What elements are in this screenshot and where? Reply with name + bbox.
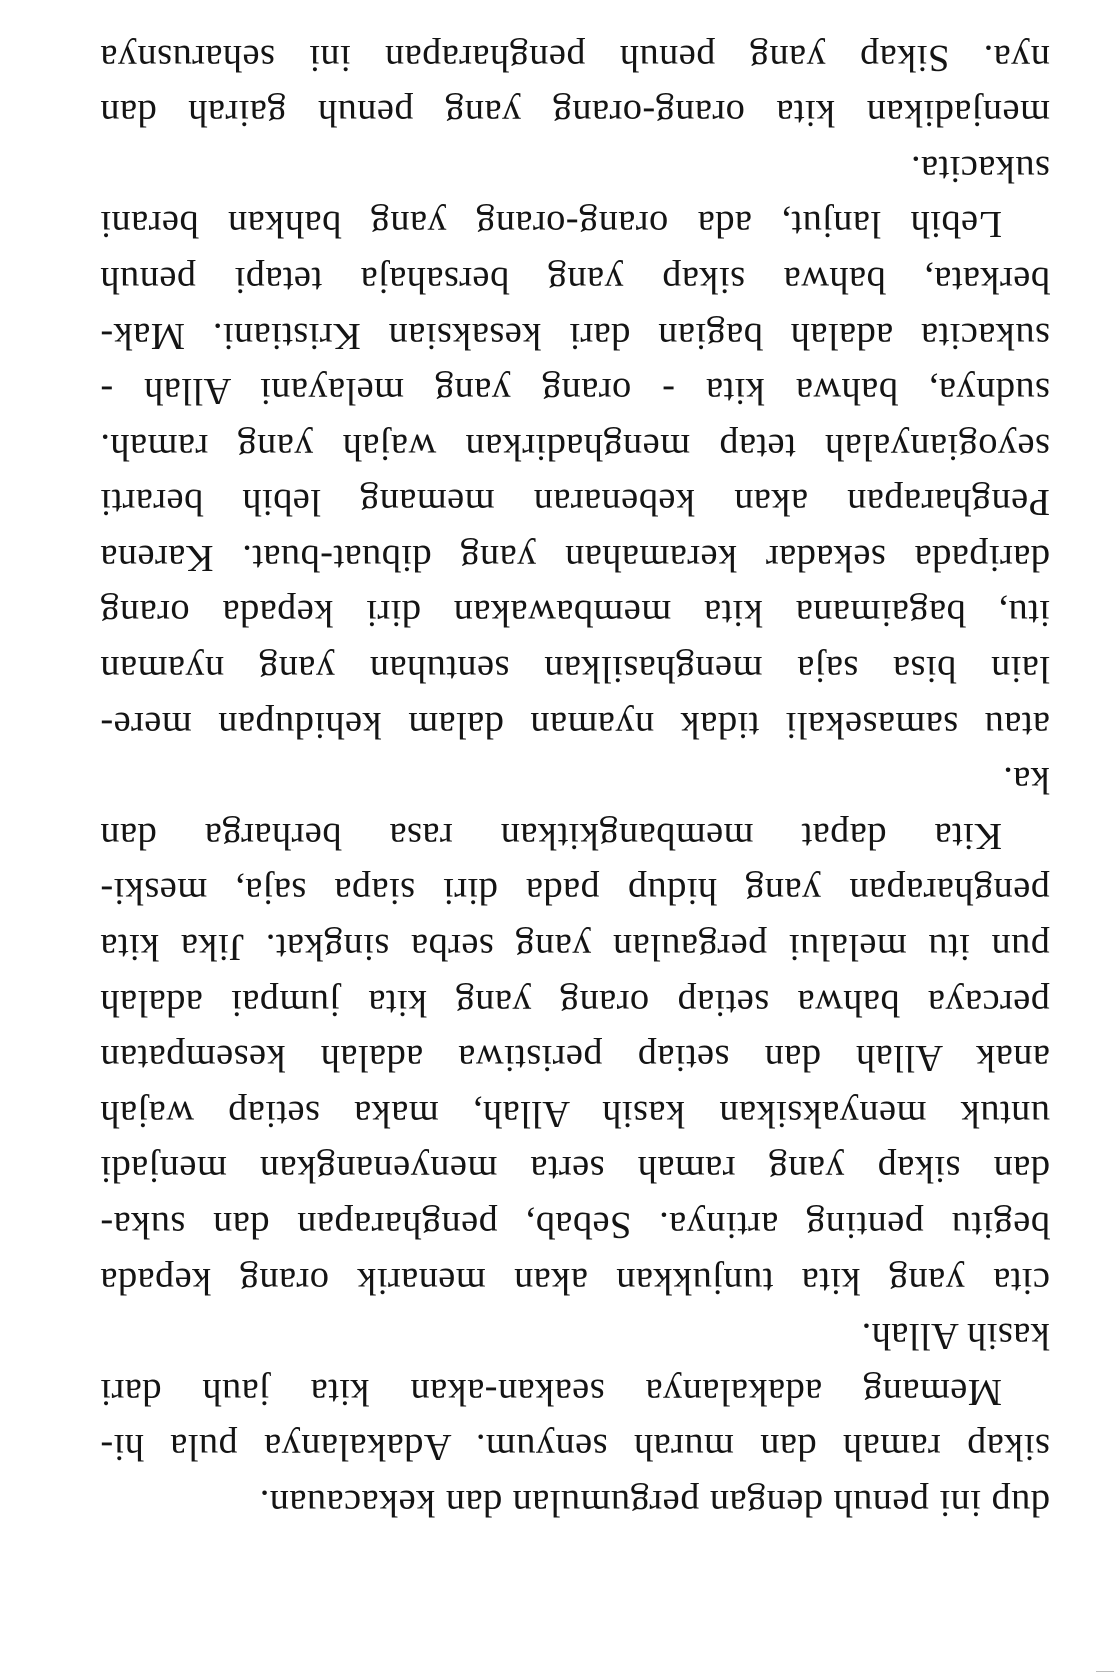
text-line: [100, 140, 1050, 196]
text-line: [100, 307, 1050, 363]
text-line: [100, 29, 1050, 85]
text-line: [100, 363, 1050, 419]
text-line-content: ka.: [1002, 759, 1050, 802]
text-line: [100, 474, 1050, 530]
text-line: [100, 1085, 1050, 1141]
text-line-content: begitu penting artinya. Sebab, pengharapan dan suka-: [100, 1204, 1050, 1247]
text-line: [100, 974, 1050, 1030]
text-line: [100, 918, 1050, 974]
text-line-content: Kita dapat membangkitkan rasa berharga dan: [100, 814, 1002, 857]
text-line: [100, 585, 1050, 641]
text-line-content: Memang adakalanya seakan-akan kita jauh dari: [100, 1370, 1002, 1413]
text-line-content: sukacita.: [910, 147, 1050, 190]
text-line-content: dan sikap yang ramah serta menyenangkan menjadi: [100, 1148, 1050, 1191]
text-line-content: berkata, bahwa sikap yang bersahaja tetapi penuh: [100, 258, 1050, 301]
text-line-content: Lebih lanjut, ada orang-orang yang bahkan berani: [100, 203, 1002, 246]
text-line-content: atau samasekali tidak nyaman dalam kehidupan mere-: [100, 703, 1050, 746]
text-line-content: sudnya, bahwa kita - orang yang melayani Allah -: [100, 370, 1050, 413]
text-line: [100, 529, 1050, 585]
text-line-content: lain bisa saja menghasilkan sentuhan yang nyaman: [100, 648, 1050, 691]
text-line-content: cita yang kita tunjukkan akan menarik orang kepada: [100, 1259, 1050, 1302]
text-line-content: kasih Allah.: [861, 1315, 1050, 1358]
text-line: [100, 1141, 1050, 1197]
text-line-content: sukacita adalah bagian dari kesaksian Kristiani. Mak-: [100, 314, 1050, 357]
text-line: [100, 1363, 1050, 1419]
text-line: [100, 251, 1050, 307]
text-line: [100, 196, 1050, 252]
text-line-content: percaya bahwa setiap orang yang kita jumpai adalah: [100, 981, 1050, 1024]
text-line: [100, 752, 1050, 808]
text-line: [100, 807, 1050, 863]
text-line-content: dup ini penuh dengan pergumulan dan kekacauan.: [259, 1482, 1050, 1524]
text-line-content: untuk menyaksikan kasih Allah, maka setiap wajah: [100, 1092, 1050, 1135]
text-line: [100, 1474, 1050, 1530]
text-line-content: pun itu melalui pergaulan yang serba singkat. Jika kita: [100, 926, 1050, 969]
text-line: [100, 1419, 1050, 1475]
text-line-content: menjadikan kita orang-orang yang penuh gairah dan: [100, 92, 1050, 135]
text-line: [100, 1030, 1050, 1086]
text-line-content: anak Allah dan setiap peristiwa adalah kesempatan: [100, 1037, 1050, 1080]
body-text: [100, 29, 1050, 1530]
text-line: [100, 641, 1050, 697]
text-line: [100, 1196, 1050, 1252]
text-line-content: sikap ramah dan murah senyum. Adakalanya pula hi-: [100, 1426, 1050, 1469]
text-line-content: itu, bagaimana kita membawakan diri kepada orang: [100, 592, 1050, 635]
text-line: [100, 696, 1050, 752]
text-line: [100, 418, 1050, 474]
text-line-content: pengharapan yang hidup pada diri siapa saja, meski-: [100, 870, 1050, 913]
text-line-content: seyogianyalah tetap menghadirkan wajah yang ramah.: [100, 425, 1050, 468]
text-line-content: daripada sekadar keramahan yang dibuat-buat. Karena: [100, 536, 1050, 579]
scan-speck: [1096, 1671, 1114, 1672]
text-line: [100, 1252, 1050, 1308]
text-line: [100, 1308, 1050, 1364]
text-line-content: Pengharapan akan kebenaran memang lebih berarti: [100, 481, 1050, 524]
text-line-content: nya. Sikap yang penuh pengharapan ini seharusnya: [100, 36, 1050, 79]
text-line: [100, 85, 1050, 141]
text-line: [100, 863, 1050, 919]
